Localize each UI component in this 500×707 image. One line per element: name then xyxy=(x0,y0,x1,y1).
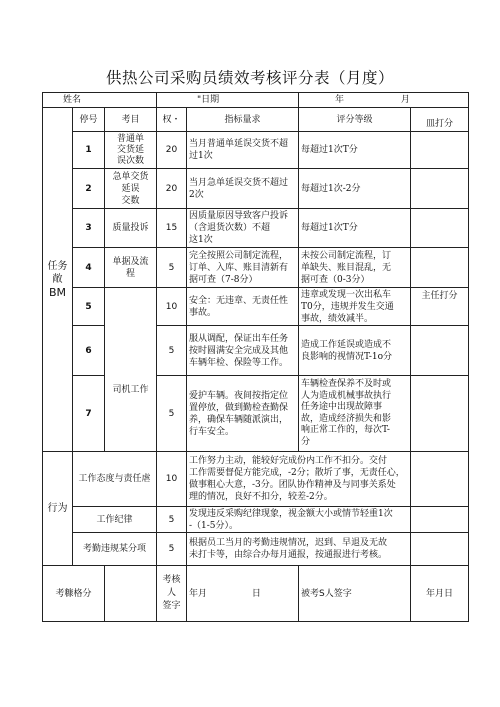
row-level: 每超过1次T分 xyxy=(299,132,411,169)
table-row xyxy=(43,209,469,248)
header-no: 停号 xyxy=(73,108,105,132)
row-item: 急单交货 延误 交数 xyxy=(105,169,157,209)
behavior-row xyxy=(43,507,469,533)
score-total-label: 考糠格分 xyxy=(43,566,105,622)
score-cell[interactable] xyxy=(411,326,469,376)
row-item: 单据及流 程 xyxy=(105,248,157,288)
header-score: 皿打分 xyxy=(411,108,469,132)
score-cell[interactable] xyxy=(411,209,469,248)
header-standard: 指标量求 xyxy=(187,108,299,132)
info-row xyxy=(43,93,469,108)
row-standard: 爱护车辆。夜间按指定位 置停放，做到勤检查勤保 养，确保车辆随派演出， 行车安全。 xyxy=(187,376,299,452)
row-weight: 20 xyxy=(157,169,187,209)
row-standard: 当月急单延误交货不超过 2次 xyxy=(187,169,299,209)
page-title: 供热公司采购员绩效考核评分表（月度） xyxy=(105,69,394,87)
behavior-weight: 5 xyxy=(157,533,187,566)
row-no: 4 xyxy=(73,248,105,288)
row-standard: 服从调配，保证出车任务 按时圆满安全完成及其他 车辆年检、保险等工作。 xyxy=(187,326,299,376)
row-weight: 15 xyxy=(157,209,187,248)
driver-work-label: 司机工作 xyxy=(105,288,157,452)
behavior-weight: 10 xyxy=(157,452,187,507)
row-level: 违章或发现一次出私车 T0分，违规并发生交通 事故，绩效减半。 xyxy=(299,288,411,326)
behavior-weight: 5 xyxy=(157,507,187,533)
header-row xyxy=(43,108,469,132)
row-weight: 5 xyxy=(157,248,187,288)
assessor-label: 考核人 签字 xyxy=(157,566,187,622)
row-item: 质量投诉 xyxy=(105,209,157,248)
behavior-standard: 发现违反采购纪律现象，视金额大小或情节轻重1次 -（1-5分）。 xyxy=(187,507,411,533)
row-no: 5 xyxy=(73,288,105,326)
supervisor-score-label: 主任打分 xyxy=(421,291,458,301)
score-cell[interactable] xyxy=(411,248,469,288)
row-standard: 当月普通单延误交货不超 过1次 xyxy=(187,132,299,169)
footer-row xyxy=(43,566,469,622)
date-value-cell[interactable] xyxy=(299,93,469,108)
row-no: 2 xyxy=(73,169,105,209)
table-row xyxy=(43,288,469,326)
row-weight: 20 xyxy=(157,132,187,169)
year-label: 年 xyxy=(335,95,345,105)
row-level: 车辆检查保养不及时或 人为造成机械事故执行 任务途中出现故障事 故，造成经济损失和影 响正常工作的，每次T- 分 xyxy=(299,376,411,452)
row-no: 6 xyxy=(73,326,105,376)
assessor-day-label: 日 xyxy=(251,588,261,599)
assessee-label: 被考S人签字 xyxy=(299,566,411,622)
header-item: 考目 xyxy=(105,108,157,132)
behavior-row xyxy=(43,452,469,507)
header-level: 评分等级 xyxy=(299,108,411,132)
row-level: 未按公司制定流程，订 单缺失、账目混乱，无 据可查（0-3分） xyxy=(299,248,411,288)
evaluation-table xyxy=(42,92,469,622)
row-level: 造成工作延误或造成不 良影响的视情况T-1o分 xyxy=(299,326,411,376)
assessee-date[interactable]: 年月日 xyxy=(411,566,469,622)
row-level: 每超过1次-2分 xyxy=(299,169,411,209)
behavior-standard: 工作努力主动，能较好完成份内工作不扣分。交付 工作需要督促方能完成，-2分；散圻了事，无责任心， 做事粗心大意，-3分。团队协作精神及与同事关系处 理的情况，良好不扣分，较差-2分。 xyxy=(187,452,411,507)
row-no: 1 xyxy=(73,132,105,169)
row-standard: 因质量原因导致客户投诉 （含退货次数）不超 这1次 xyxy=(187,209,299,248)
behavior-item: 工作态度与责任虐 xyxy=(73,452,157,507)
row-item: 普通单 交货延 误次数 xyxy=(105,132,157,169)
row-weight: 5 xyxy=(157,376,187,452)
row-standard: 完全按照公司制定流程， 订单、入库、账目清新有 据可查（7-8分） xyxy=(187,248,299,288)
supervisor-score-cell[interactable] xyxy=(411,288,469,326)
score-cell[interactable] xyxy=(411,452,469,507)
score-cell[interactable] xyxy=(411,132,469,169)
score-cell[interactable] xyxy=(411,507,469,533)
behavior-row xyxy=(43,533,469,566)
score-cell[interactable] xyxy=(411,169,469,209)
category-task-code: BM xyxy=(48,286,67,299)
assessor-ym-label: 年月 xyxy=(189,588,208,599)
date-label: "日期 xyxy=(157,93,299,108)
name-label: 姓名 xyxy=(43,93,157,108)
row-standard: 安全：无违章、无责任性 事故。 xyxy=(187,288,299,326)
total-score-cell[interactable] xyxy=(105,566,157,622)
category-task xyxy=(43,108,73,452)
category-task-label: 任务敞 xyxy=(47,261,68,285)
table-row xyxy=(43,132,469,169)
category-behavior: 行为 xyxy=(43,452,73,566)
assessor-date-cell[interactable] xyxy=(187,566,299,622)
row-weight: 10 xyxy=(157,288,187,326)
score-cell[interactable] xyxy=(411,376,469,452)
row-weight: 5 xyxy=(157,326,187,376)
behavior-item: 考勤违规某分项 xyxy=(73,533,157,566)
row-level: 每超过1次T分 xyxy=(299,209,411,248)
behavior-standard: 根据员工当月的考勤违规情况，迟到、早退及无故 未打卡等，由综合办每月通报，按通报进行考核。 xyxy=(187,533,411,566)
score-cell[interactable] xyxy=(411,533,469,566)
table-row xyxy=(43,169,469,209)
row-no: 3 xyxy=(73,209,105,248)
row-no: 7 xyxy=(73,376,105,452)
behavior-item: 工作纪律 xyxy=(73,507,157,533)
header-weight: 权・ xyxy=(157,108,187,132)
month-label: 月 xyxy=(400,95,410,105)
table-row xyxy=(43,248,469,288)
